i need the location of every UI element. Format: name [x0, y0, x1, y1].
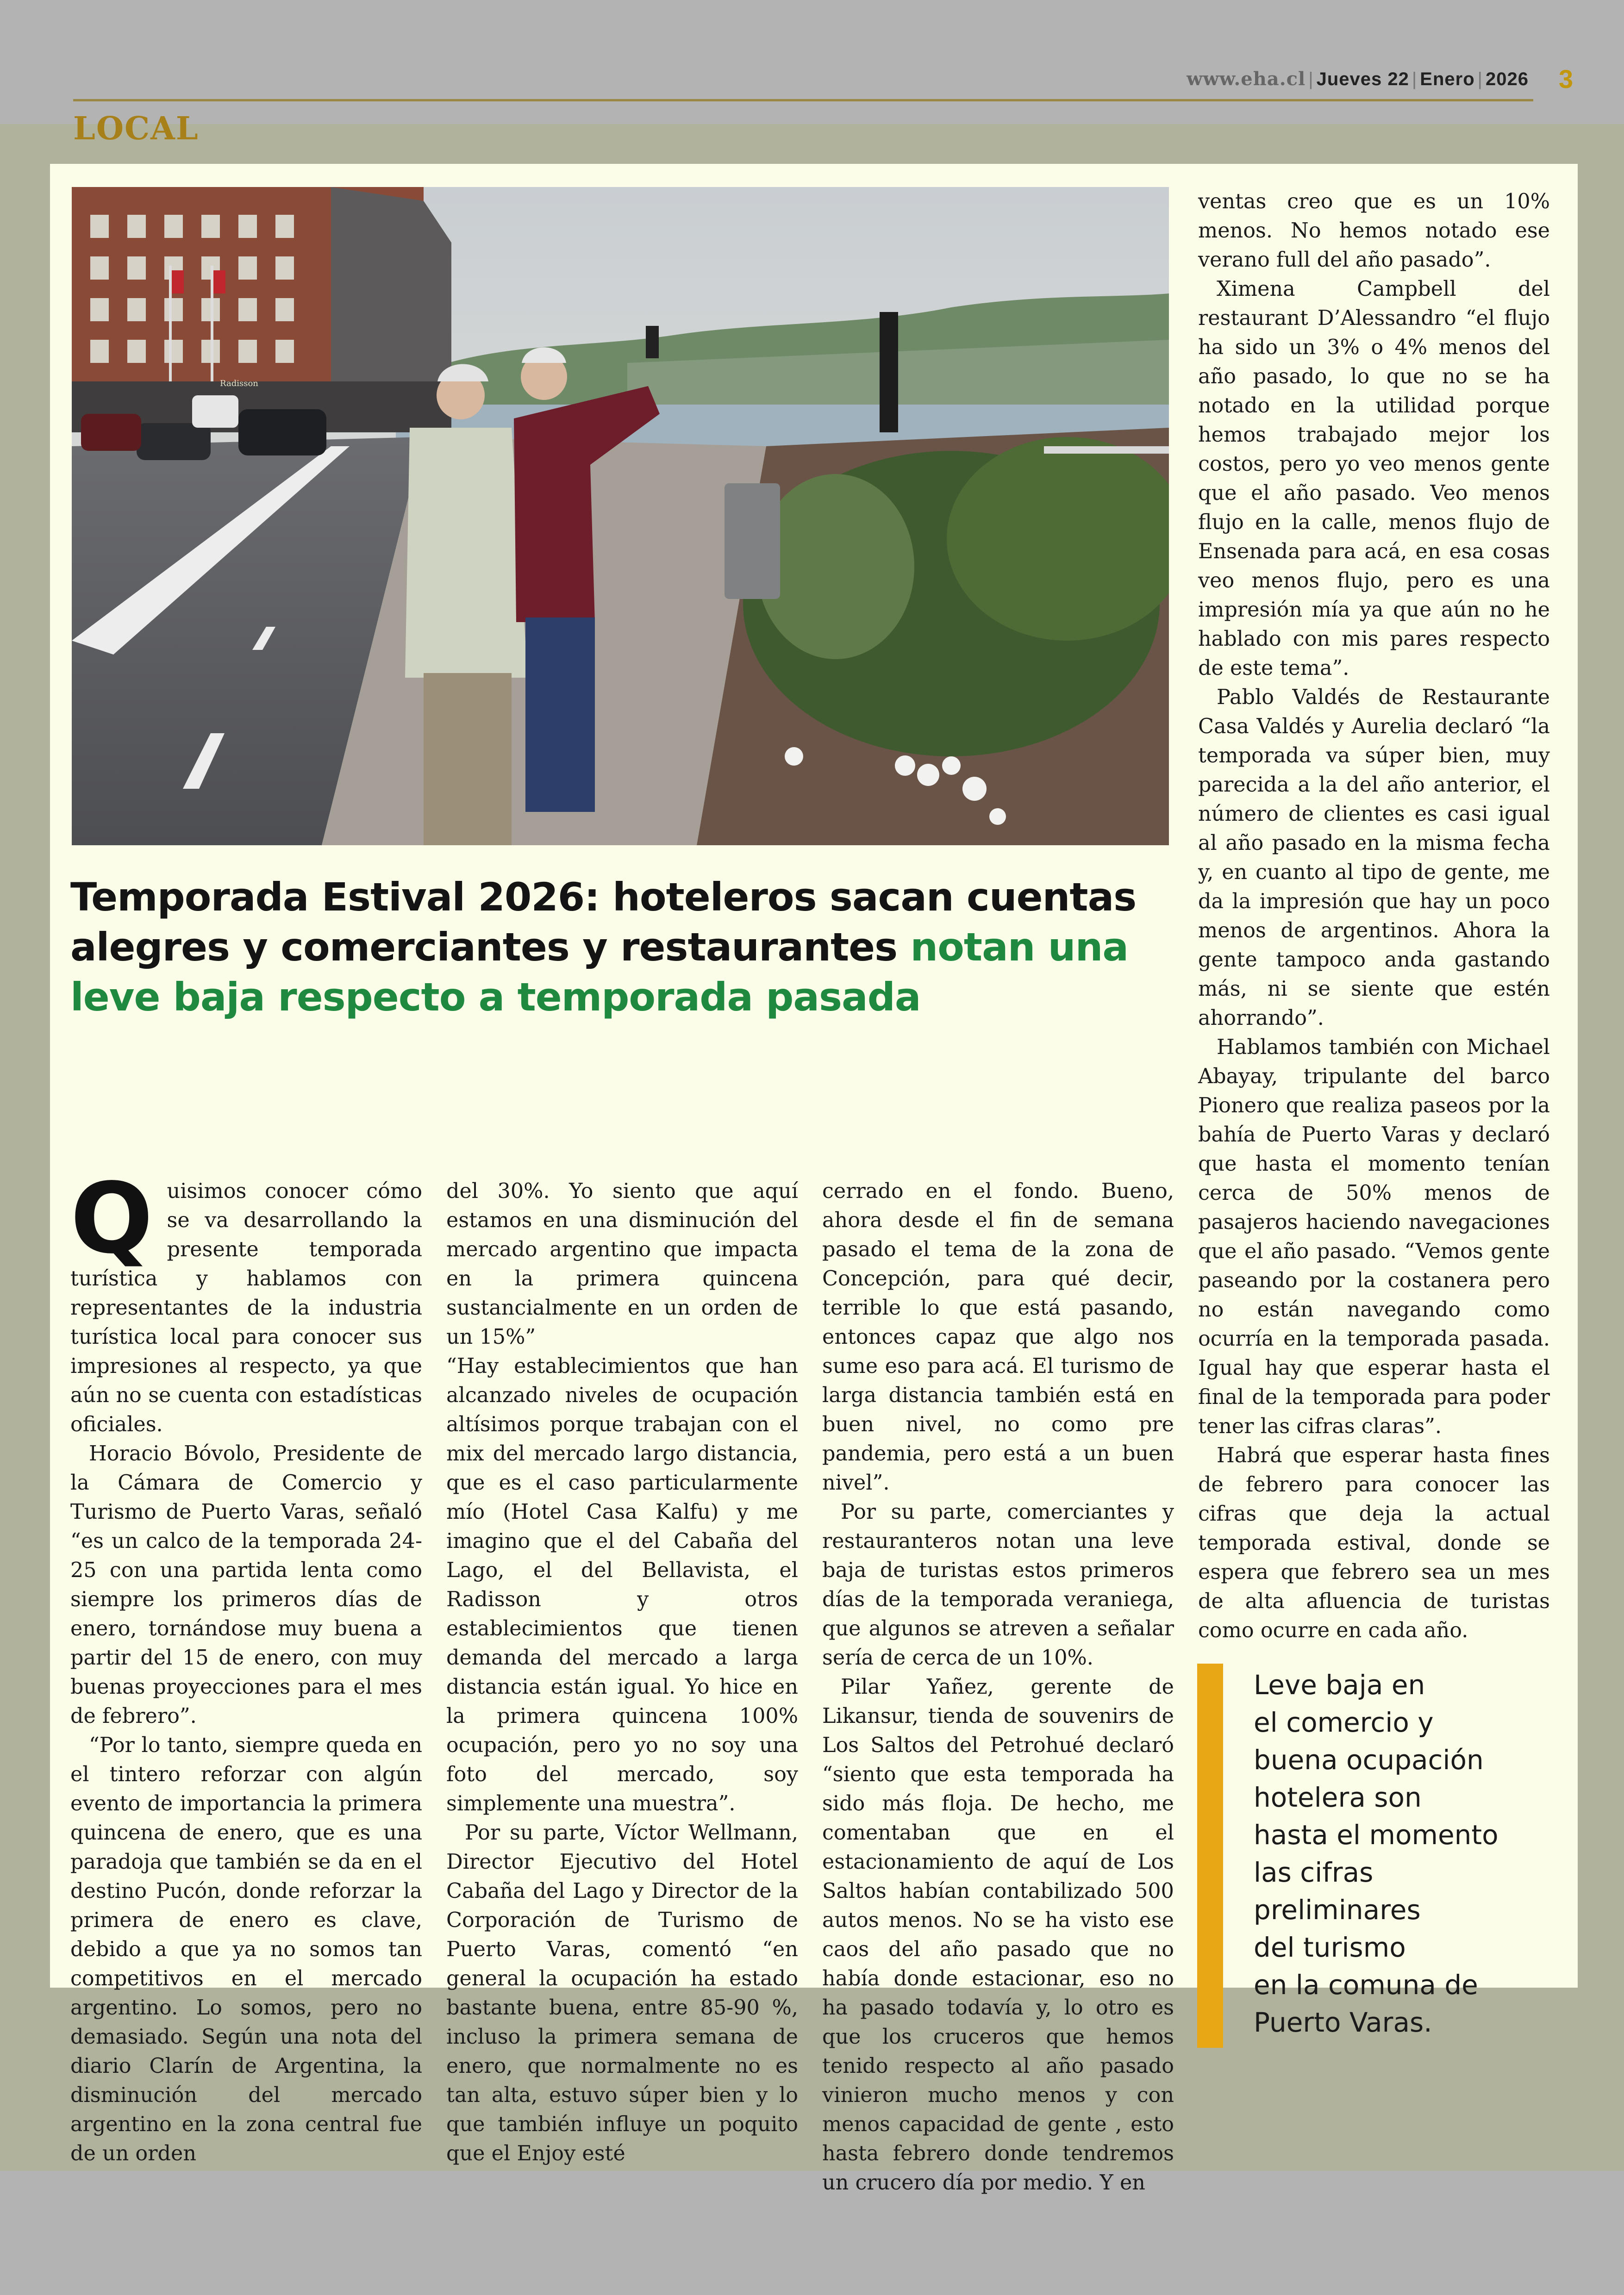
paragraph: uisimos conocer cómo se va desarrollando la presente temporada turística y hablamos con representantes de la industria turística local para conocer sus impresiones al respecto, ya que aún no se cuenta con estadísticas oficiales.	[70, 1179, 422, 1436]
issue-month: Enero	[1420, 69, 1475, 89]
paragraph: “Hay establecimientos que han alcanzado niveles de ocupación altísimos porque trabajan con el mix del mercado largo distancia, que es el caso particularmente mío (Hotel Casa Kalfu) y me imagino que el del Cabaña del Lago, el del Bellavista, el Radisson y otros establecimientos que tienen demanda del mercado a larga distancia están igual. Yo hice en la primera quincena 100% ocupación, pero yo no soy una foto del mercado, soy simplemente una muestra”.	[446, 1354, 798, 1815]
drop-cap: Q	[70, 1162, 153, 1275]
article-photo	[72, 187, 1169, 845]
issue-year: 2026	[1486, 69, 1529, 89]
headline	[70, 872, 1191, 1022]
pull-quote	[1197, 1664, 1549, 2048]
photo-sign-text: Radisson	[220, 379, 258, 388]
paragraph: Hablamos también con Michael Abayay, tripulante del barco Pionero que realiza paseos por la bahía de Puerto Varas y declaró que hasta el momento tenían cerca de 50% menos de pasajeros haciendo navegaciones que el año pasado. “Vemos gente paseando por la costanera pero no están navegando como ocurría en la temporada pasada. Igual hay que esperar hasta el final de la temporada para poder tener las cifras claras”.	[1198, 1035, 1550, 1438]
paragraph: Por su parte, comerciantes y restauranteros notan una leve baja de turistas estos primeros días de la temporada veraniega, que algunos se atreven a señalar sería de cerca de un 10%.	[822, 1500, 1174, 1670]
section-label: LOCAL	[73, 110, 199, 147]
page-number: 3	[1558, 64, 1573, 94]
masthead: www.eha.cl | Jueves 22 | Enero | 2026	[1187, 68, 1529, 90]
pull-quote-text: Leve baja en el comercio y buena ocupación hotelera son hasta el momento las cifras preliminares del turismo en la comuna de Puerto Varas.	[1254, 1669, 1499, 2038]
paragraph: Ximena Campbell del restaurant D’Alessandro “el flujo ha sido un 3% o 4% menos del año pasado, lo que no se ha notado en la utilidad porque hemos trabajado mejor los costos, pero yo veo menos gente que el año pasado. Veo menos flujo en la calle, menos flujo de Ensenada para acá, en esa cosas veo menos flujo, pero es una impresión mía ya que aún no he hablado con mis pares respecto de este tema”.	[1198, 277, 1550, 680]
header-rule	[73, 99, 1533, 101]
article-sheet	[50, 164, 1578, 2195]
paragraph: Por su parte, Víctor Wellmann, Director Ejecutivo del Hotel Cabaña del Lago y Director de la Corporación de Turismo de Puerto Varas, comentó “en general la ocupación ha estado bastante buena, entre 85-90 %, incluso la primera semana de enero, que normalmente no es tan alta, estuvo súper bien y lo que también influye un poquito que el Enjoy esté	[446, 1821, 798, 2165]
paragraph: ventas creo que es un 10% menos. No hemos notado ese verano full del año pasado”.	[1198, 190, 1550, 272]
site-url[interactable]: www.eha.cl	[1187, 68, 1306, 90]
paragraph: cerrado en el fondo. Bueno, ahora desde el fin de semana pasado el tema de la zona de Concepción, para qué decir, terrible lo que está pasando, entonces capaz que algo nos sume eso para acá. El turismo de larga distancia también está en buen nivel, no como pre pandemia, pero está a un buen nivel”.	[822, 1179, 1174, 1495]
pull-quote-bar	[1197, 1664, 1223, 2048]
paragraph: Horacio Bóvolo, Presidente de la Cámara de Comercio y Turismo de Puerto Varas, señaló “es un calco de la temporada 24-25 con una partida lenta como siempre los primeros días de enero, tornándose muy buena a partir del 15 de enero, con muy buenas proyecciones para el mes de febrero”.	[70, 1442, 422, 1728]
article-column-4	[1198, 187, 1550, 1645]
article-column-1	[70, 1162, 422, 2168]
paragraph: Pablo Valdés de Restaurante Casa Valdés y Aurelia declaró “la temporada va súper bien, muy parecida a la del año anterior, el número de clientes es casi igual al año pasado en la misma fecha y, en cuanto al tipo de gente, me da la impresión que hay un poco menos de argentinos. Ahora la gente tampoco anda gastando más, ni se siente que estén ahorrando”.	[1198, 686, 1550, 1030]
article-column-3	[822, 1177, 1174, 2197]
paragraph: “Por lo tanto, siempre queda en el tintero reforzar con algún evento de importancia la primera quincena de enero, que es una paradoja que también se da en el destino Pucón, donde reforzar la primera de enero es clave, debido a que ya no somos tan competitivos en el mercado argentino. Lo somos, pero no demasiado. Según una nota del diario Clarín de Argentina, la disminución del mercado argentino en la zona central fue de un orden	[70, 1734, 422, 2165]
issue-weekday: Jueves 22	[1316, 69, 1409, 89]
article-column-2	[446, 1177, 798, 2168]
headline-highlight: notan una leve baja respecto a temporada pasada	[70, 924, 1129, 1020]
paragraph: del 30%. Yo siento que aquí estamos en una disminución del mercado argentino que impacta en la primera quincena sustancialmente en un orden de un 15%”	[446, 1179, 798, 1349]
paragraph: Habrá que esperar hasta fines de febrero para conocer las cifras que deja la actual temporada estival, donde se espera que febrero sea un mes de alta afluencia de turistas como ocurre en cada año.	[1198, 1444, 1550, 1642]
headline-main: Temporada Estival 2026: hoteleros sacan cuentas alegres y comerciantes y restaurantes	[70, 874, 1137, 970]
photo-illustration	[72, 187, 1169, 845]
paragraph: Pilar Yañez, gerente de Likansur, tienda de souvenirs de Los Saltos del Petrohué declaró “siento que esta temporada ha sido más floja. De hecho, me comentaban que en el estacionamiento de aquí de Los Saltos habían contabilizado 500 autos menos. No se ha visto ese caos del año pasado que no había donde estacionar, eso no ha pasado todavía y, lo otro es que los cruceros que hemos tenido respecto al año pasado vinieron mucho menos y con menos capacidad de gente , esto hasta febrero donde tendremos un crucero día por medio. Y en	[822, 1675, 1174, 2195]
